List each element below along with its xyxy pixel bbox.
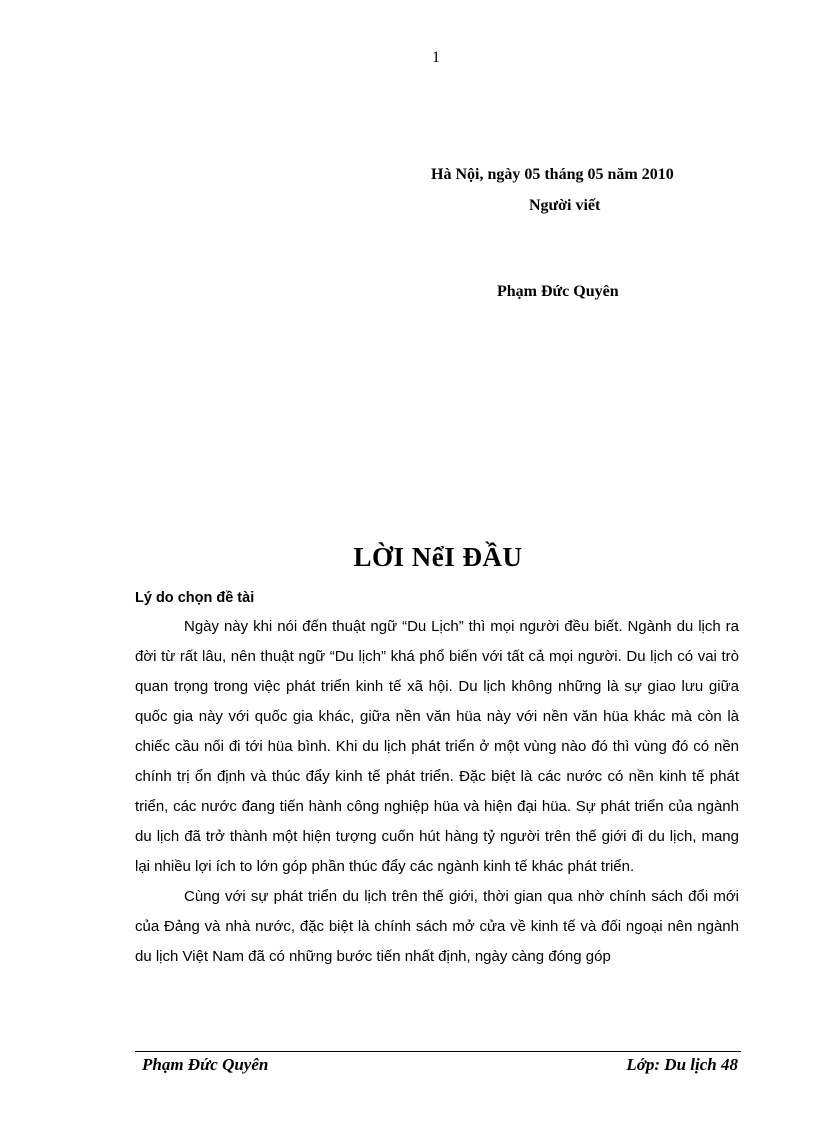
signature-role: Người viết	[529, 197, 601, 214]
section-heading: Lý do chọn đề tài	[135, 590, 255, 606]
footer-author: Phạm Đức Quyên	[142, 1055, 269, 1074]
document-title: LỜI NểI ĐẦU	[353, 542, 523, 572]
page-number: 1	[432, 49, 440, 66]
signature-name: Phạm Đức Quyên	[497, 283, 619, 300]
signature-place-date: Hà Nội, ngày 05 tháng 05 năm 2010	[431, 166, 674, 183]
footer-divider	[135, 1051, 741, 1052]
paragraph: Ngày này khi nói đến thuật ngữ “Du Lịch” thì mọi người đều biết. Ngành du lịch ra đời từ rất lâu, nên thuật ngữ “Du lịch” khá phổ biến với tất cả mọi người. Du lịch có vai trò quan trọng trong việc phát triển kinh tế xã hội. Du lịch không những là sự giao lưu giữa quốc gia này với quốc gia khác, giữa nền văn hüa này với nền văn hüa khác mà còn là chiếc cầu nối đi tới hüa bình. Khi du lịch phát triển ở một vùng nào đó thì vùng đó có nền chính trị ổn định và thúc đẩy kinh tế phát triển. Đặc biệt là các nước có nền kinh tế phát triển, các nước đang tiến hành công nghiệp hüa và hiện đại hüa. Sự phát triển của ngành du lịch đã trở thành một hiện tượng cuốn hút hàng tỷ người trên thế giới đi du lịch, mang lại nhiều lợi ích to lớn góp phần thúc đẩy các ngành kinh tế khác phát triển.	[135, 618, 739, 875]
paragraph: Cùng với sự phát triển du lịch trên thế giới, thời gian qua nhờ chính sách đổi mới của Đảng và nhà nước, đặc biệt là chính sách mở cửa về kinh tế và đối ngoại nên ngành du lịch Việt Nam đã có những bước tiến nhất định, ngày càng đóng góp	[135, 888, 739, 965]
footer-class: Lớp: Du lịch 48	[626, 1055, 738, 1074]
body-text	[135, 612, 739, 972]
